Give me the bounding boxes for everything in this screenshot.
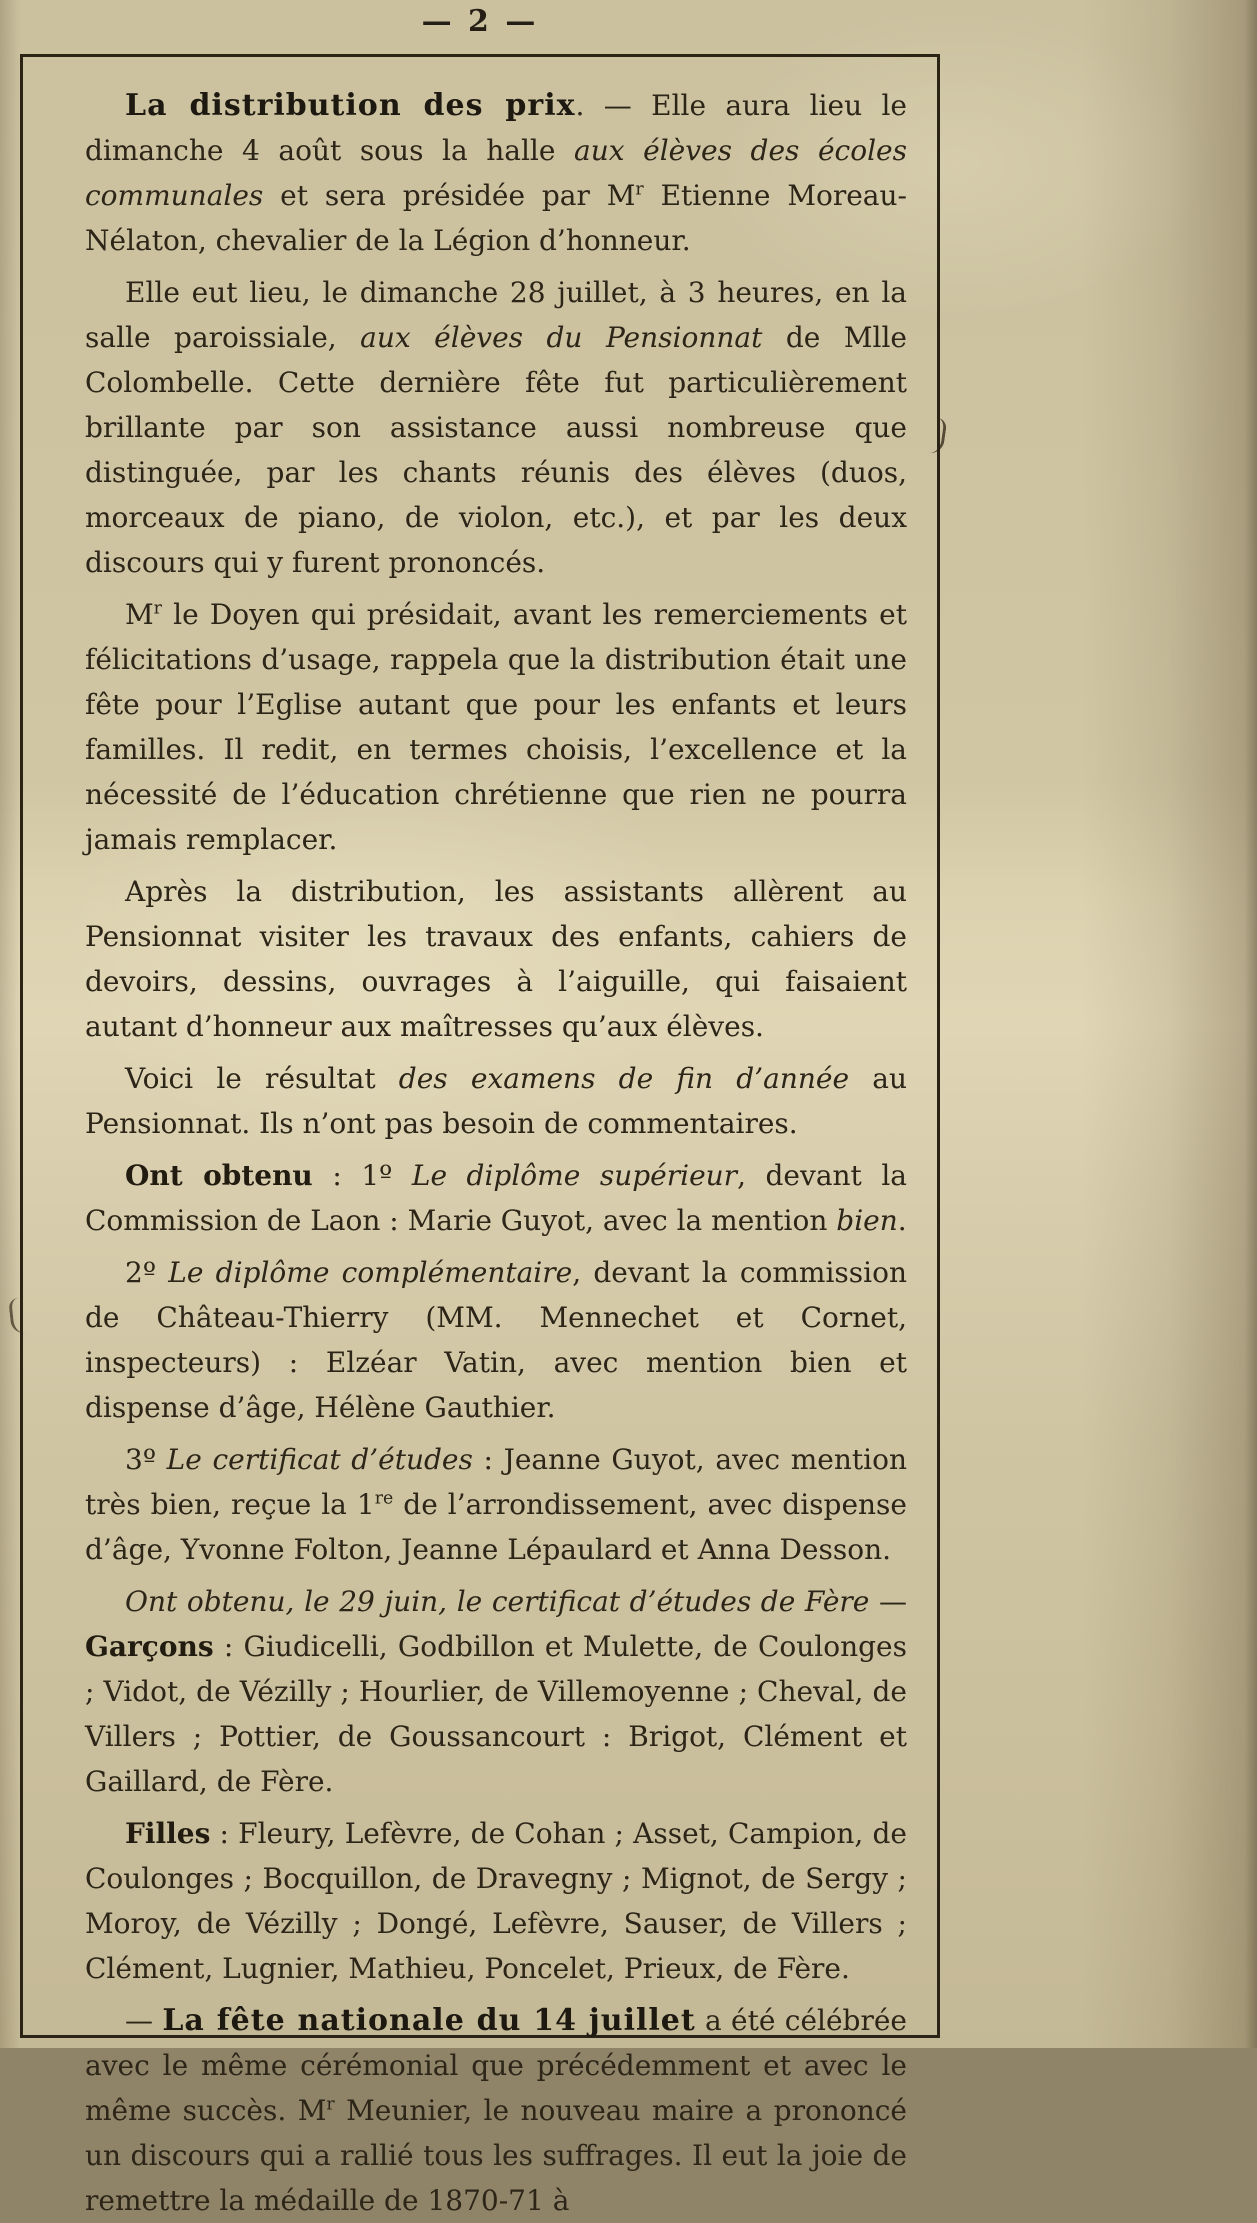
text-segment: et sera présidée par M xyxy=(263,179,636,212)
text-segment: Après la distribution, les assistants allèrent au Pensionnat visiter les travaux des enfants, cahiers de devoirs, dessins, ouvrages à l’aiguille, qui faisaient autant d’honneur aux maîtresses qu’aux élèves. xyxy=(85,875,907,1043)
text-segment: Le diplôme complémentaire xyxy=(168,1256,573,1289)
text-segment: Meunier, le nouveau maire a prononcé un discours qui a rallié tous les suffrages. Il eut la joie de remettre la médaille de 1870-71 à xyxy=(85,2094,907,2217)
text-segment: , devant la commission de Château-Thierry (MM. Mennechet et Cornet, inspecteurs) : Elzéar Vatin, avec mention bien et dispense d’âge, Hélène Gauthier. xyxy=(85,1256,908,1424)
paragraph-certificat-fere-garcons xyxy=(85,1579,907,1804)
text-segment: . — Elle aura lieu le dimanche 4 août sous la halle xyxy=(85,89,907,167)
paragraph-resultats-examens xyxy=(85,1056,907,1146)
text-segment: Etienne Moreau-Nélaton, chevalier de la Légion d’honneur. xyxy=(85,179,907,257)
text-segment: . xyxy=(897,1204,907,1237)
text-segment: La distribution des prix xyxy=(125,88,576,123)
paragraph-visite-travaux xyxy=(85,869,907,1049)
text-segment: bien xyxy=(836,1204,898,1237)
text-segment: Elle eut lieu, le dimanche 28 juillet, à 3 heures, en la salle paroissiale, xyxy=(85,276,907,354)
text-segment: — xyxy=(125,2004,163,2037)
text-segment: : 1º xyxy=(312,1159,412,1192)
text-segment: re xyxy=(374,1488,394,1509)
paragraph-certificat-etudes xyxy=(85,1437,907,1572)
paragraph-distribution-des-prix xyxy=(85,83,907,263)
text-segment: r xyxy=(326,2094,335,2115)
text-segment: : Giudicelli, Godbillon et Mulette, de Coulonges ; Vidot, de Vézilly ; Hourlier, de Villemoyenne ; Cheval, de Villers ; Pottier, de Goussancourt : Brigot, Clément et Gaillard, de Fère. xyxy=(85,1630,907,1798)
text-segment: M xyxy=(125,598,154,631)
article-body xyxy=(85,83,907,2223)
text-segment: aux élèves des écoles communales xyxy=(85,134,907,212)
text-segment: 2º xyxy=(125,1256,169,1289)
page-number: — 2 — xyxy=(421,4,539,39)
text-segment: Le certificat d’études xyxy=(166,1443,473,1476)
article-frame xyxy=(20,54,940,2217)
text-segment: r xyxy=(635,179,644,200)
paragraph-ceremonie-28-juillet xyxy=(85,270,907,585)
text-segment: : Jeanne Guyot, avec mention très bien, reçue la 1 xyxy=(85,1443,908,1521)
text-segment: aux élèves du Pensionnat xyxy=(360,321,763,354)
text-segment: 3º xyxy=(125,1443,167,1476)
text-segment: au Pensionnat. Ils n’ont pas besoin de commentaires. xyxy=(85,1062,907,1140)
text-segment: Le diplôme supérieur xyxy=(411,1159,738,1192)
paragraph-fete-nationale xyxy=(85,1998,907,2223)
text-segment: La fête nationale du 14 juillet xyxy=(162,2003,696,2038)
text-segment: de l’arrondissement, avec dispense d’âge, Yvonne Folton, Jeanne Lépaulard et Anna Desson. xyxy=(85,1488,907,1566)
text-segment: des examens de fin d’année xyxy=(398,1062,850,1095)
text-segment: , devant la Commission de Laon : Marie Guyot, avec la mention xyxy=(85,1159,907,1237)
text-segment: de Mlle Colombelle. Cette dernière fête fut particulièrement brillante par son assistance aussi nombreuse que distinguée, par les chants réunis des élèves (duos, morceaux de piano, de violon, etc.), et par les deux discours qui y furent prononcés. xyxy=(85,321,907,579)
paragraph-diplome-superieur xyxy=(85,1153,907,1243)
paragraph-diplome-complementaire xyxy=(85,1250,907,1430)
text-segment: a été célébrée avec le même cérémonial que précédemment et avec le même succès. M xyxy=(85,2004,907,2127)
text-segment: : Fleury, Lefèvre, de Cohan ; Asset, Campion, de Coulonges ; Bocquillon, de Dravegny ; Mignot, de Sergy ; Moroy, de Vézilly ; Dongé, Lefèvre, Sauser, de Villers ; Clément, Lugnier, Mathieu, Poncelet, Prieux, de Fère. xyxy=(85,1817,907,1985)
text-segment: Ont obtenu xyxy=(125,1159,313,1192)
text-segment: Voici le résultat xyxy=(125,1062,399,1095)
text-segment: r xyxy=(153,598,162,619)
text-segment: Garçons xyxy=(85,1630,214,1663)
text-segment: Filles xyxy=(125,1817,211,1850)
text-segment: le Doyen qui présidait, avant les remerciements et félicitations d’usage, rappela que la distribution était une fête pour l’Eglise autant que pour les enfants et leurs familles. Il redit, en termes choisis, l’excellence et la nécessité de l’éducation chrétienne que rien ne pourra jamais remplacer. xyxy=(85,598,907,856)
text-segment: Ont obtenu, le 29 juin, le certificat d’études de Fère xyxy=(125,1585,870,1618)
paragraph-certificat-fere-filles xyxy=(85,1811,907,1991)
paragraph-doyen xyxy=(85,592,907,862)
text-segment: — xyxy=(869,1585,907,1618)
